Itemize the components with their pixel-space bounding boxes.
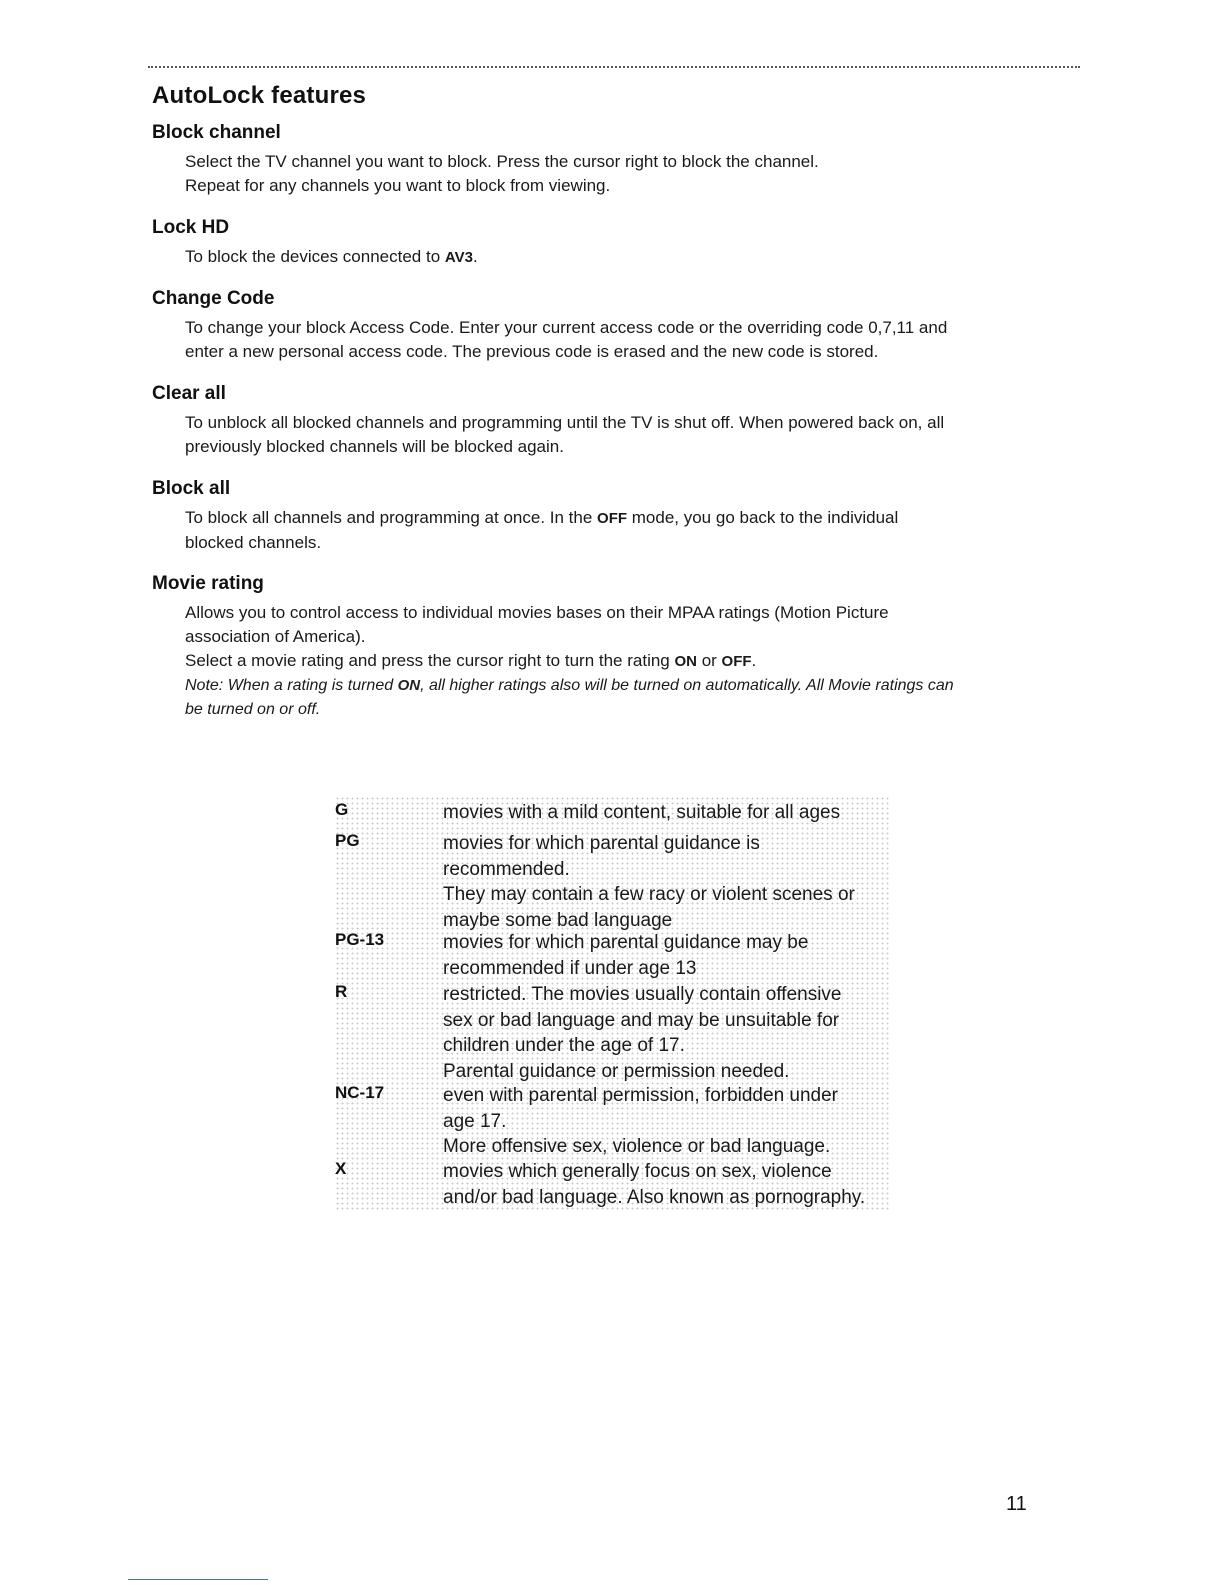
note-text: Note: When a rating is turned ON, all higher ratings also will be turned on automatically. All Movie ratings can be turned on or off. xyxy=(185,677,954,718)
rating-description: restricted. The movies usually contain offensive sex or bad language and may be unsuitable for children under the age of 17. Parental guidance or permission needed. xyxy=(443,984,842,1082)
section-heading: Movie rating xyxy=(152,573,264,594)
section-heading: Block channel xyxy=(152,122,281,143)
rating-description: movies for which parental guidance may be recommended if under age 13 xyxy=(443,932,809,979)
section-line: enter a new personal access code. The previous code is erased and the new code is stored. xyxy=(185,342,879,361)
top-dotted-rule xyxy=(148,66,1080,68)
section-clear-all xyxy=(152,383,1072,459)
rating-description: movies which generally focus on sex, violence and/or bad language. Also known as pornography. xyxy=(443,1161,866,1208)
section-line: previously blocked channels will be blocked again. xyxy=(185,437,564,456)
movie-ratings-table xyxy=(335,796,890,1211)
rating-code: X xyxy=(335,1159,347,1178)
section-heading: Clear all xyxy=(152,383,226,404)
section-line: blocked channels. xyxy=(185,533,322,552)
section-line: To change your block Access Code. Enter your current access code or the overriding code 0,7,11 and xyxy=(185,318,948,337)
section-line: To unblock all blocked channels and programming until the TV is shut off. When powered back on, all xyxy=(185,413,945,432)
section-line: association of America). xyxy=(185,627,366,646)
rating-code: PG-13 xyxy=(335,930,385,949)
section-heading: Lock HD xyxy=(152,217,230,238)
section-line: To block the devices connected to AV3. xyxy=(185,247,478,266)
rating-code: R xyxy=(335,982,348,1001)
bottom-rule xyxy=(128,1579,268,1580)
section-heading: Change Code xyxy=(152,288,275,309)
section-block-all xyxy=(152,478,1072,555)
rating-code: PG xyxy=(335,831,360,850)
section-heading: Block all xyxy=(152,478,231,499)
rating-code: NC-17 xyxy=(335,1083,385,1102)
page-number: 11 xyxy=(1006,1493,1027,1515)
section-line: To block all channels and programming at once. In the OFF mode, you go back to the individual xyxy=(185,508,899,527)
section-lock-hd xyxy=(152,217,1072,270)
section-line: Select a movie rating and press the cursor right to turn the rating ON or OFF. xyxy=(185,651,757,670)
section-line: Allows you to control access to individual movies bases on their MPAA ratings (Motion Picture xyxy=(185,603,889,622)
rating-description: movies for which parental guidance is recommended. They may contain a few racy or violent scenes or maybe some bad language xyxy=(443,833,855,931)
section-change-code xyxy=(152,288,1072,364)
rating-description: movies with a mild content, suitable for all ages xyxy=(443,802,841,823)
section-line: Select the TV channel you want to block. Press the cursor right to block the channel. xyxy=(185,152,819,171)
page-title: AutoLock features xyxy=(152,82,367,109)
section-line: Repeat for any channels you want to block from viewing. xyxy=(185,176,611,195)
rating-code: G xyxy=(335,800,349,819)
rating-description: even with parental permission, forbidden under age 17. More offensive sex, violence or bad language. xyxy=(443,1085,839,1157)
section-block-channel xyxy=(152,122,1072,198)
section-movie-rating xyxy=(152,573,1072,722)
